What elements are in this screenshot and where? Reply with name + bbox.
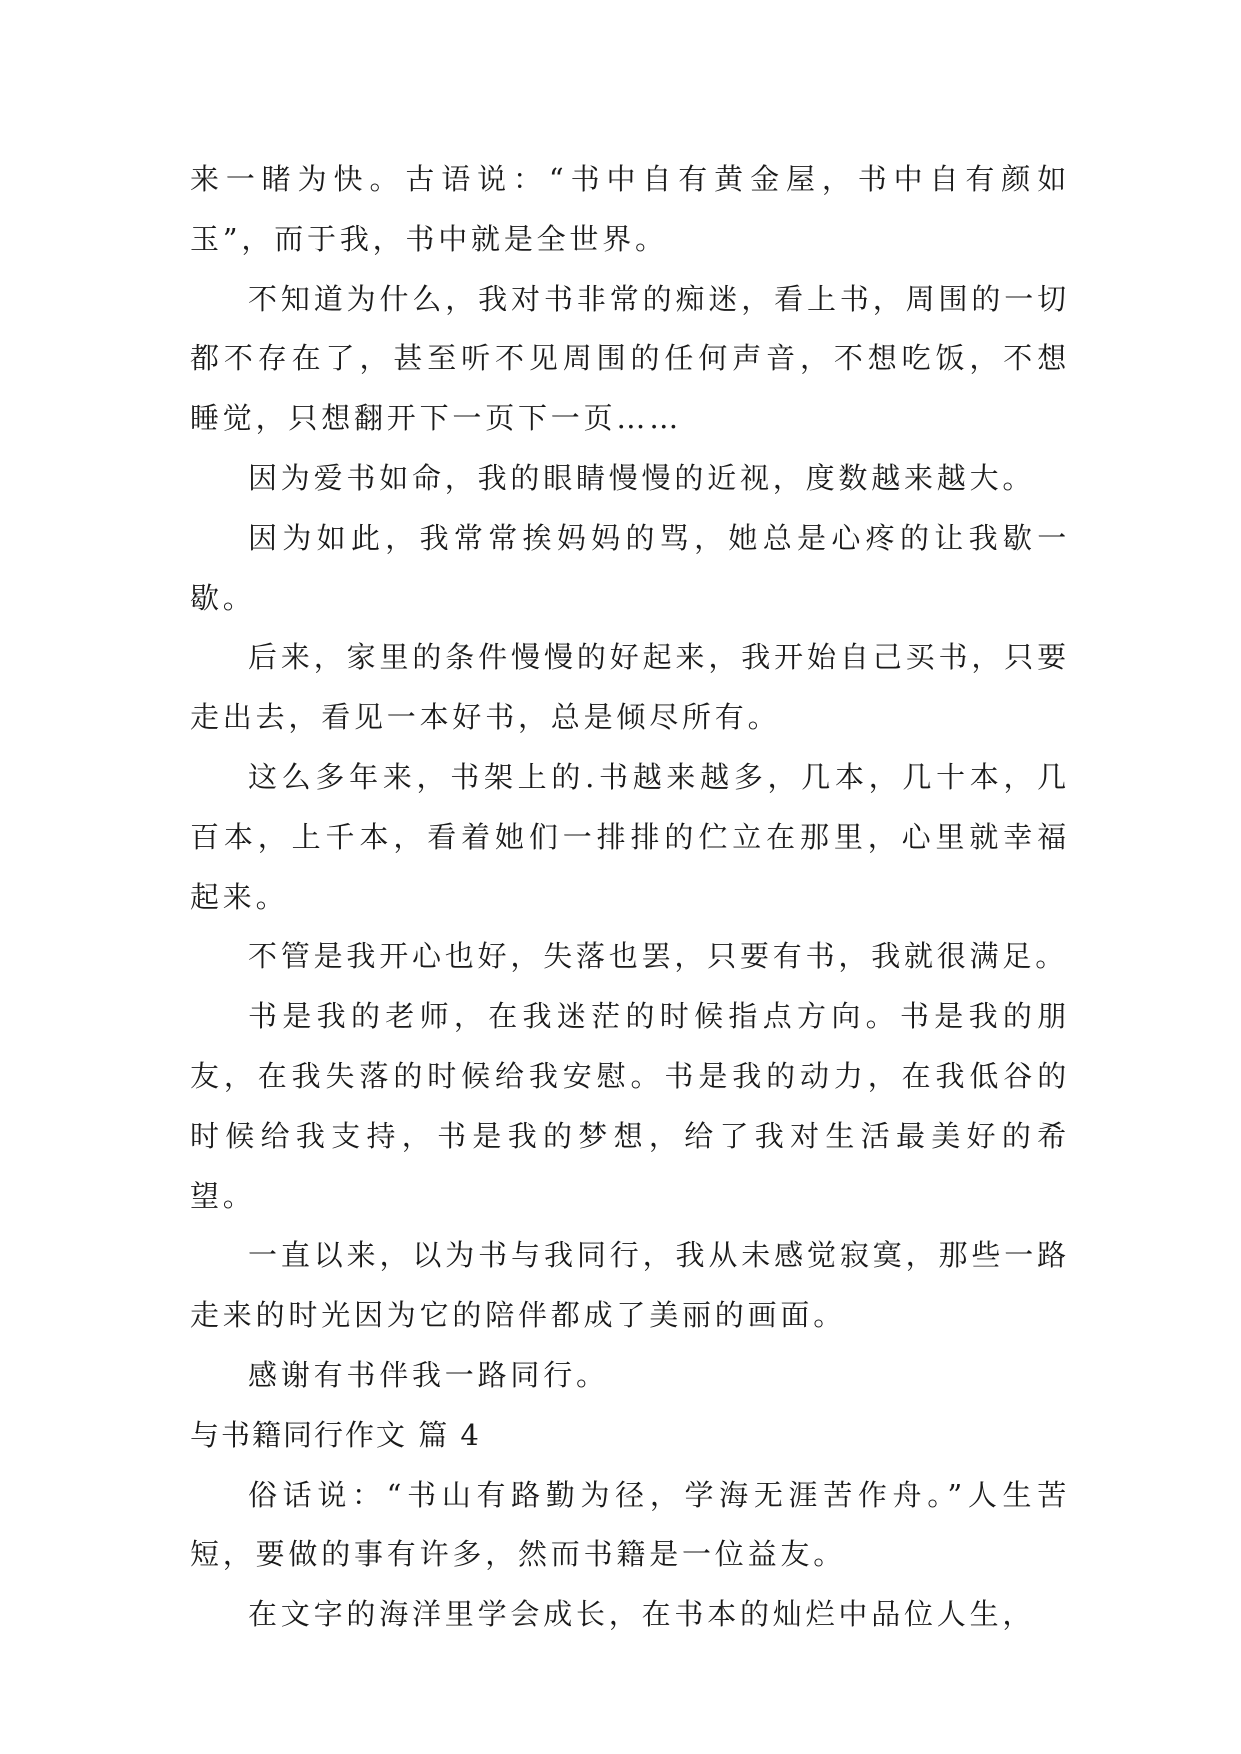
section-heading: 与书籍同行作文 篇 4 (190, 1417, 481, 1452)
paragraph-9: 一直以来，以为书与我同行，我从未感觉寂寞，那些一路走来的时光因为它的陪伴都成了美丽的画面。 (190, 1238, 1070, 1333)
paragraph-4: 因为如此，我常常挨妈妈的骂，她总是心疼的让我歇一歇。 (190, 520, 1070, 615)
paragraph-7: 不管是我开心也好，失落也罢，只要有书，我就很满足。 (248, 939, 1069, 974)
paragraph-1: 来一睹为快。古语说：“书中自有黄金屋，书中自有颜如玉”，而于我，书中就是全世界。 (190, 162, 1070, 256)
paragraph-2: 不知道为什么，我对书非常的痴迷，看上书，周围的一切都不存在了，甚至听不见周围的任何声音，不想吃饭，不想睡觉，只想翻开下一页下一页…… (190, 281, 1070, 436)
document-body (190, 150, 1070, 1645)
paragraph-8: 书是我的老师，在我迷茫的时候指点方向。书是我的朋友，在我失落的时候给我安慰。书是我的动力，在我低谷的时候给我支持，书是我的梦想，给了我对生活最美好的希望。 (190, 999, 1070, 1213)
paragraph-12: 在文字的海洋里学会成长，在书本的灿烂中品位人生， (248, 1597, 1036, 1632)
paragraph-6: 这么多年来，书架上的.书越来越多，几本，几十本，几百本，上千本，看着她们一排排的伫立在那里，心里就幸福起来。 (190, 759, 1070, 914)
paragraph-10: 感谢有书伴我一路同行。 (248, 1357, 609, 1392)
paragraph-5: 后来，家里的条件慢慢的好起来，我开始自己买书，只要走出去，看见一本好书，总是倾尽所有。 (190, 640, 1070, 735)
paragraph-11: 俗话说：“书山有路勤为径，学海无涯苦作舟。”人生苦短，要做的事有许多，然而书籍是一位益友。 (190, 1477, 1070, 1572)
paragraph-3: 因为爱书如命，我的眼睛慢慢的近视，度数越来越大。 (248, 460, 1036, 495)
